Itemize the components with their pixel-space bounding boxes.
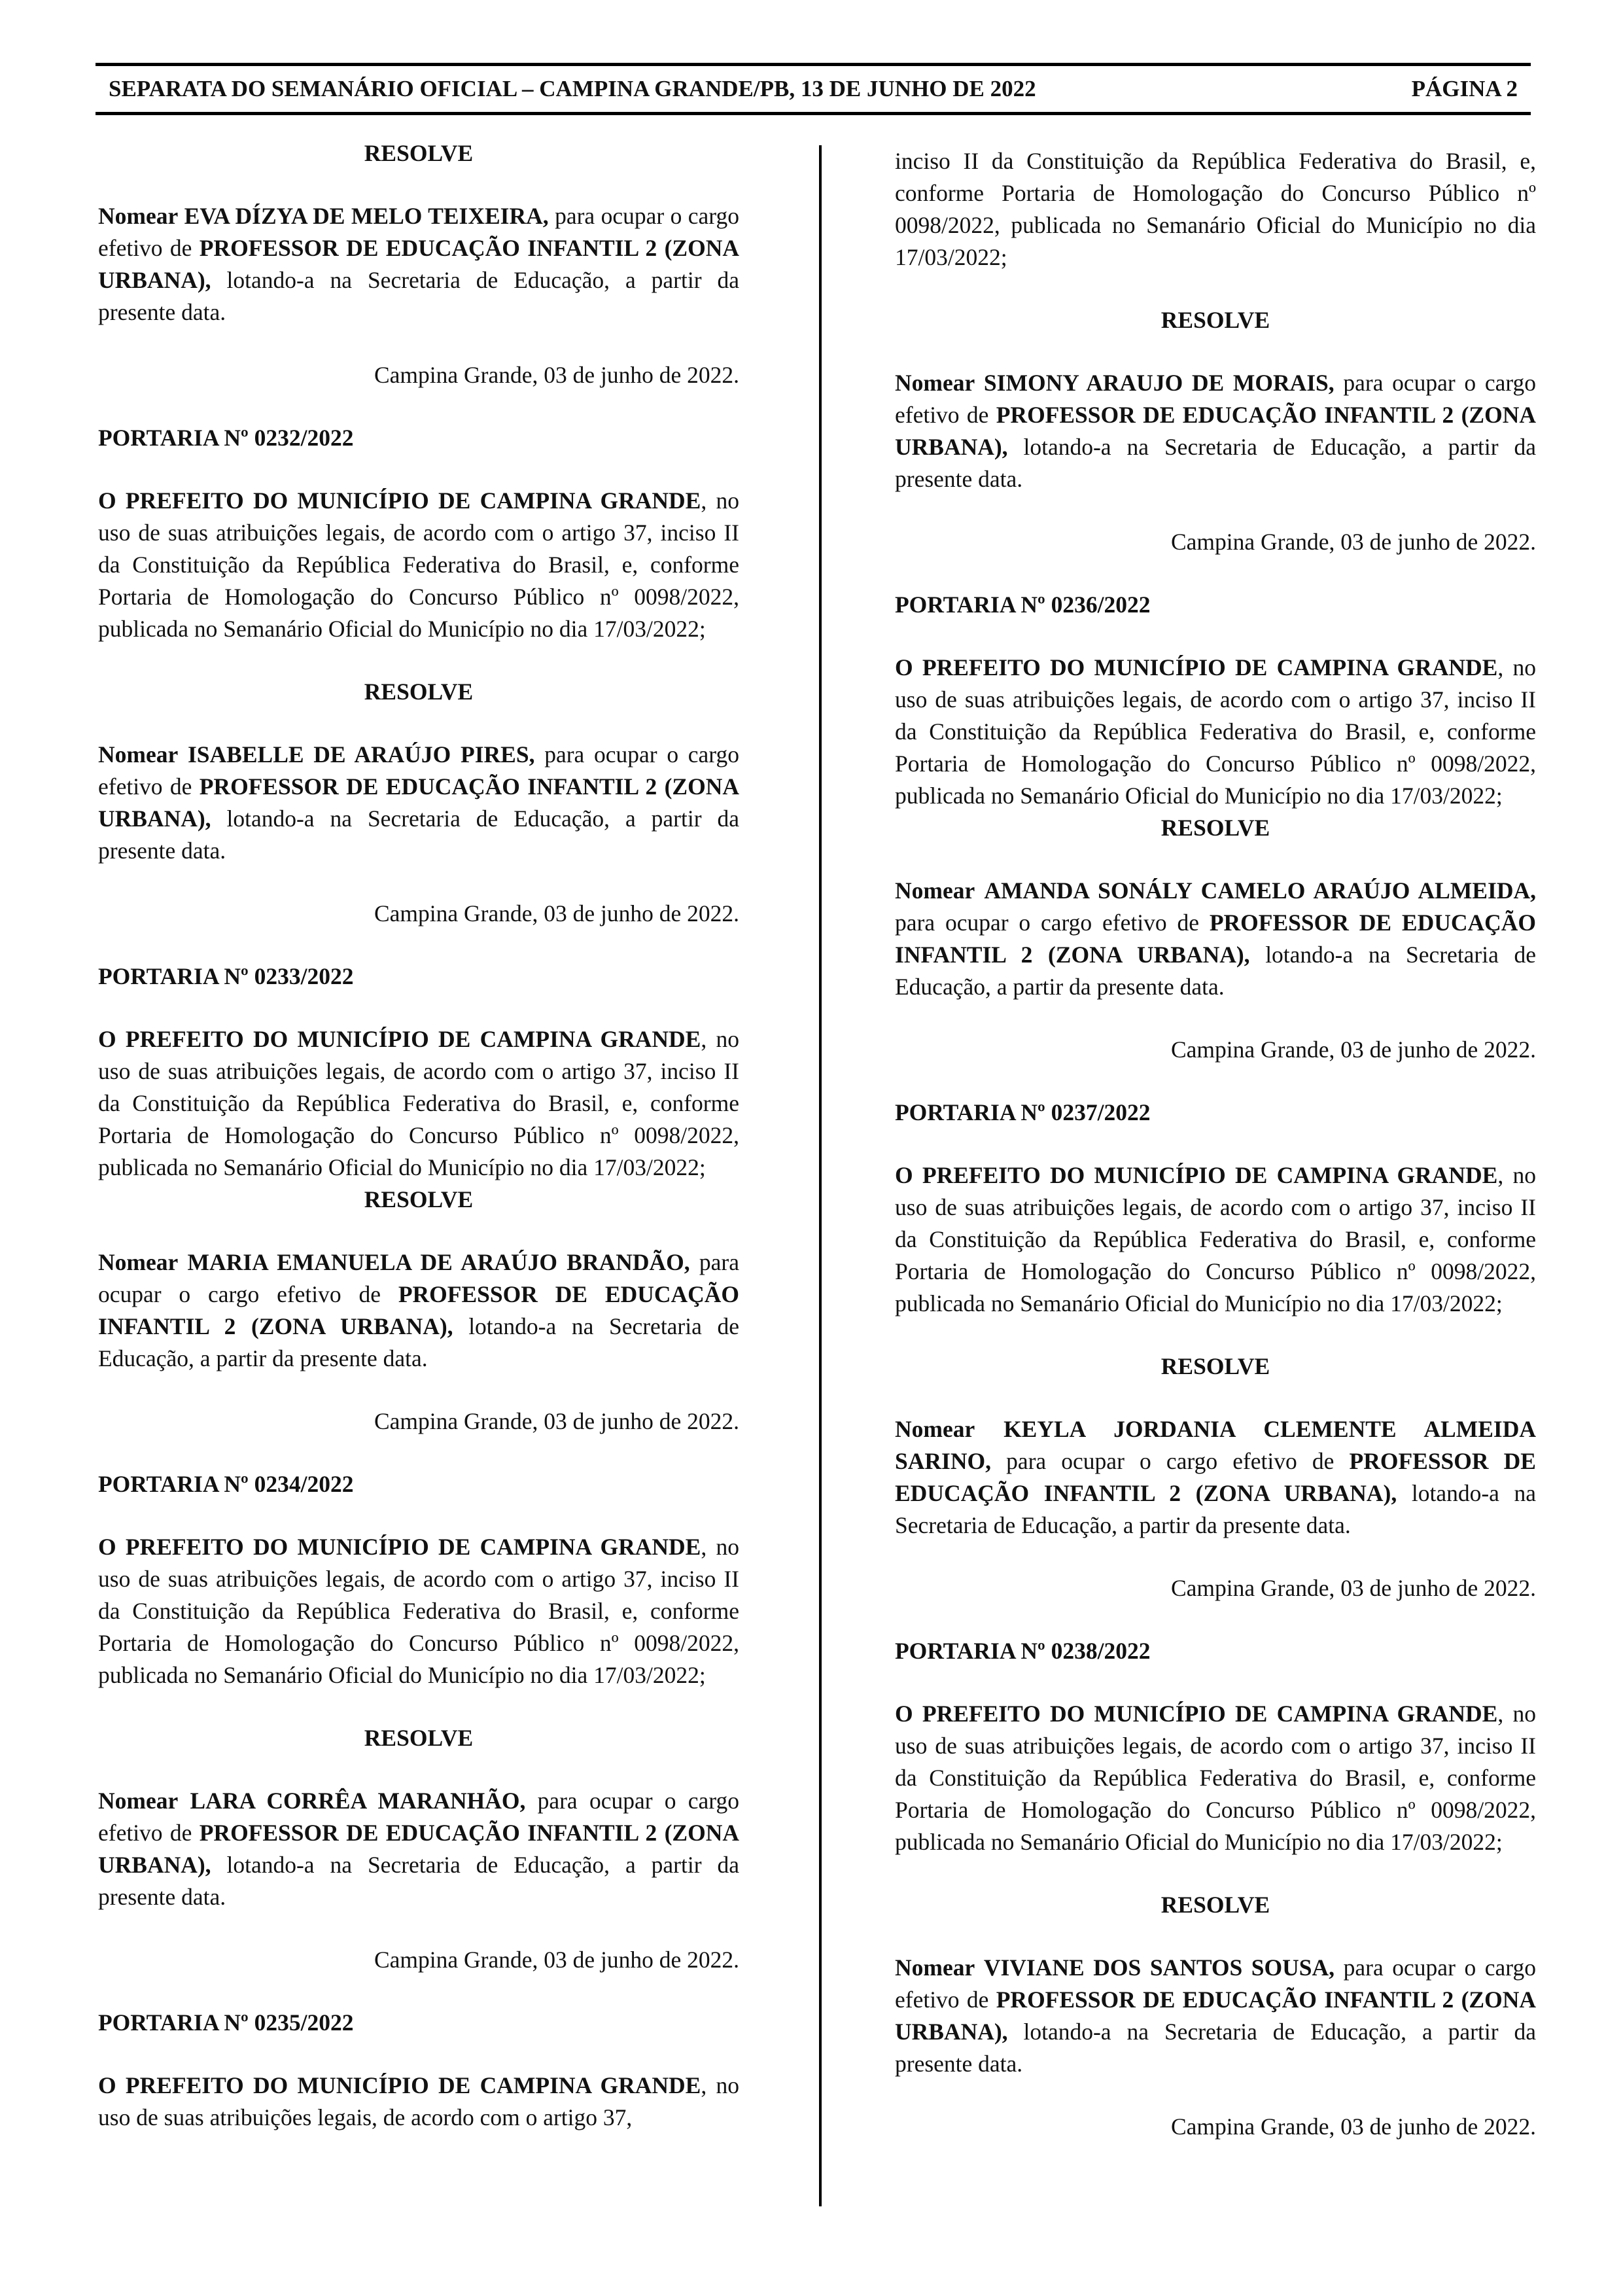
considerando-paragraph: O PREFEITO DO MUNICÍPIO DE CAMPINA GRANDE, no uso de suas atribuições legais, de acordo com o artigo 37, inciso II da Constituição da República Federativa do Brasil, e, conforme Portaria de Homologação do Concurso Público nº 0098/2022, publicada no Semanário Oficial do Município no dia 17/03/2022; [98,487,740,642]
considerando-paragraph: O PREFEITO DO MUNICÍPIO DE CAMPINA GRANDE, no uso de suas atribuições legais, de acordo com o artigo 37, inciso II da Constituição da República Federativa do Brasil, e, conforme Portaria de Homologação do Concurso Público nº 0098/2022, publicada no Semanário Oficial do Município no dia 17/03/2022; [895,654,1537,809]
nominee-name: MARIA EMANUELA DE ARAÚJO BRANDÃO, [187,1249,690,1275]
page-header [96,63,1531,115]
nominee-name: EVA DÍZYA DE MELO TEIXEIRA, [184,203,549,229]
portaria-title: PORTARIA Nº 0237/2022 [895,1099,1151,1125]
date-line: Campina Grande, 03 de junho de 2022. [1170,1036,1536,1063]
resolve-heading: RESOLVE [1161,1892,1270,1918]
considerando-paragraph: O PREFEITO DO MUNICÍPIO DE CAMPINA GRANDE, no uso de suas atribuições legais, de acordo com o artigo 37, inciso II da Constituição da República Federativa do Brasil, e, conforme Portaria de Homologação do Concurso Público nº 0098/2022, publicada no Semanário Oficial do Município no dia 17/03/2022; [895,1162,1537,1316]
header-title: SEPARATA DO SEMANÁRIO OFICIAL – CAMPINA GRANDE/PB, 13 DE JUNHO DE 2022 [109,76,1036,101]
nomeacao-paragraph: Nomear KEYLA JORDANIA CLEMENTE ALMEIDA SARINO, para ocupar o cargo efetivo de PROFESSOR DE EDUCAÇÃO INFANTIL 2 (ZONA URBANA), lotando-a na Secretaria de Educação, a partir da presente data. [895,1416,1537,1538]
nominee-name: ISABELLE DE ARAÚJO PIRES, [187,741,535,768]
resolve-heading: RESOLVE [364,1186,474,1212]
portaria-title: PORTARIA Nº 0233/2022 [98,963,354,989]
considerando-paragraph: O PREFEITO DO MUNICÍPIO DE CAMPINA GRANDE, no uso de suas atribuições legais, de acordo com o artigo 37, inciso II da Constituição da República Federativa do Brasil, e, conforme Portaria de Homologação do Concurso Público nº 0098/2022, publicada no Semanário Oficial do Município no dia 17/03/2022; [895,1701,1537,1855]
resolve-heading: RESOLVE [1161,815,1270,841]
date-line: Campina Grande, 03 de junho de 2022. [374,362,739,388]
nomeacao-paragraph: Nomear SIMONY ARAUJO DE MORAIS, para ocupar o cargo efetivo de PROFESSOR DE EDUCAÇÃO INFANTIL 2 (ZONA URBANA), lotando-a na Secretaria de Educação, a partir da presente data. [895,370,1537,492]
nomeacao-paragraph: Nomear LARA CORRÊA MARANHÃO, para ocupar o cargo efetivo de PROFESSOR DE EDUCAÇÃO INFANTIL 2 (ZONA URBANA), lotando-a na Secretaria de Educação, a partir da presente data. [98,1788,740,1910]
nomeacao-paragraph: Nomear MARIA EMANUELA DE ARAÚJO BRANDÃO, para ocupar o cargo efetivo de PROFESSOR DE EDUCAÇÃO INFANTIL 2 (ZONA URBANA), lotando-a na Secretaria de Educação, a partir da presente data. [98,1249,740,1371]
portaria-title: PORTARIA Nº 0238/2022 [895,1638,1151,1664]
right-column [895,145,1536,2143]
nomeacao-paragraph: Nomear AMANDA SONÁLY CAMELO ARAÚJO ALMEIDA, para ocupar o cargo efetivo de PROFESSOR DE EDUCAÇÃO INFANTIL 2 (ZONA URBANA), lotando-a na Secretaria de Educação, a partir da presente data. [895,877,1537,1000]
considerando-paragraph: O PREFEITO DO MUNICÍPIO DE CAMPINA GRANDE, no uso de suas atribuições legais, de acordo com o artigo 37, inciso II da Constituição da República Federativa do Brasil, e, conforme Portaria de Homologação do Concurso Público nº 0098/2022, publicada no Semanário Oficial do Município no dia 17/03/2022; [98,1534,740,1688]
portaria-title: PORTARIA Nº 0235/2022 [98,2009,354,2036]
nominee-name: VIVIANE DOS SANTOS SOUSA, [983,1954,1335,1981]
resolve-heading: RESOLVE [364,140,474,166]
nomeacao-paragraph: Nomear VIVIANE DOS SANTOS SOUSA, para ocupar o cargo efetivo de PROFESSOR DE EDUCAÇÃO INFANTIL 2 (ZONA URBANA), lotando-a na Secretaria de Educação, a partir da presente data. [895,1954,1537,2077]
considerando-continuation: inciso II da Constituição da República Federativa do Brasil, e, conforme Portaria de Homologação do Concurso Público nº 0098/2022, publicada no Semanário Oficial do Município no dia 17/03/2022; [895,148,1536,270]
nominee-name: KEYLA JORDANIA CLEMENTE ALMEIDA SARINO, [895,1416,1537,1474]
date-line: Campina Grande, 03 de junho de 2022. [1170,529,1536,555]
date-line: Campina Grande, 03 de junho de 2022. [374,1947,739,1973]
date-line: Campina Grande, 03 de junho de 2022. [374,900,739,927]
nominee-name: SIMONY ARAUJO DE MORAIS, [983,370,1335,396]
nomeacao-paragraph: Nomear ISABELLE DE ARAÚJO PIRES, para ocupar o cargo efetivo de PROFESSOR DE EDUCAÇÃO INFANTIL 2 (ZONA URBANA), lotando-a na Secretaria de Educação, a partir da presente data. [98,741,740,864]
portaria-title: PORTARIA Nº 0236/2022 [895,592,1151,618]
resolve-heading: RESOLVE [364,679,474,705]
page-number: PÁGINA 2 [1411,76,1518,101]
left-column [98,137,739,2134]
date-line: Campina Grande, 03 de junho de 2022. [1170,1575,1536,1601]
date-line: Campina Grande, 03 de junho de 2022. [374,1408,739,1434]
resolve-heading: RESOLVE [1161,307,1270,333]
considerando-paragraph: O PREFEITO DO MUNICÍPIO DE CAMPINA GRANDE, no uso de suas atribuições legais, de acordo com o artigo 37, [98,2072,740,2130]
portaria-title: PORTARIA Nº 0232/2022 [98,425,354,451]
portaria-title: PORTARIA Nº 0234/2022 [98,1471,354,1497]
column-divider [819,145,822,2206]
resolve-heading: RESOLVE [1161,1353,1270,1379]
nominee-name: AMANDA SONÁLY CAMELO ARAÚJO ALMEIDA, [984,877,1537,904]
nominee-name: LARA CORRÊA MARANHÃO, [190,1788,526,1814]
considerando-paragraph: O PREFEITO DO MUNICÍPIO DE CAMPINA GRANDE, no uso de suas atribuições legais, de acordo com o artigo 37, inciso II da Constituição da República Federativa do Brasil, e, conforme Portaria de Homologação do Concurso Público nº 0098/2022, publicada no Semanário Oficial do Município no dia 17/03/2022; [98,1026,740,1180]
resolve-heading: RESOLVE [364,1725,474,1751]
nomeacao-paragraph: Nomear EVA DÍZYA DE MELO TEIXEIRA, para ocupar o cargo efetivo de PROFESSOR DE EDUCAÇÃO INFANTIL 2 (ZONA URBANA), lotando-a na Secretaria de Educação, a partir da presente data. [98,203,740,325]
date-line: Campina Grande, 03 de junho de 2022. [1170,2113,1536,2140]
